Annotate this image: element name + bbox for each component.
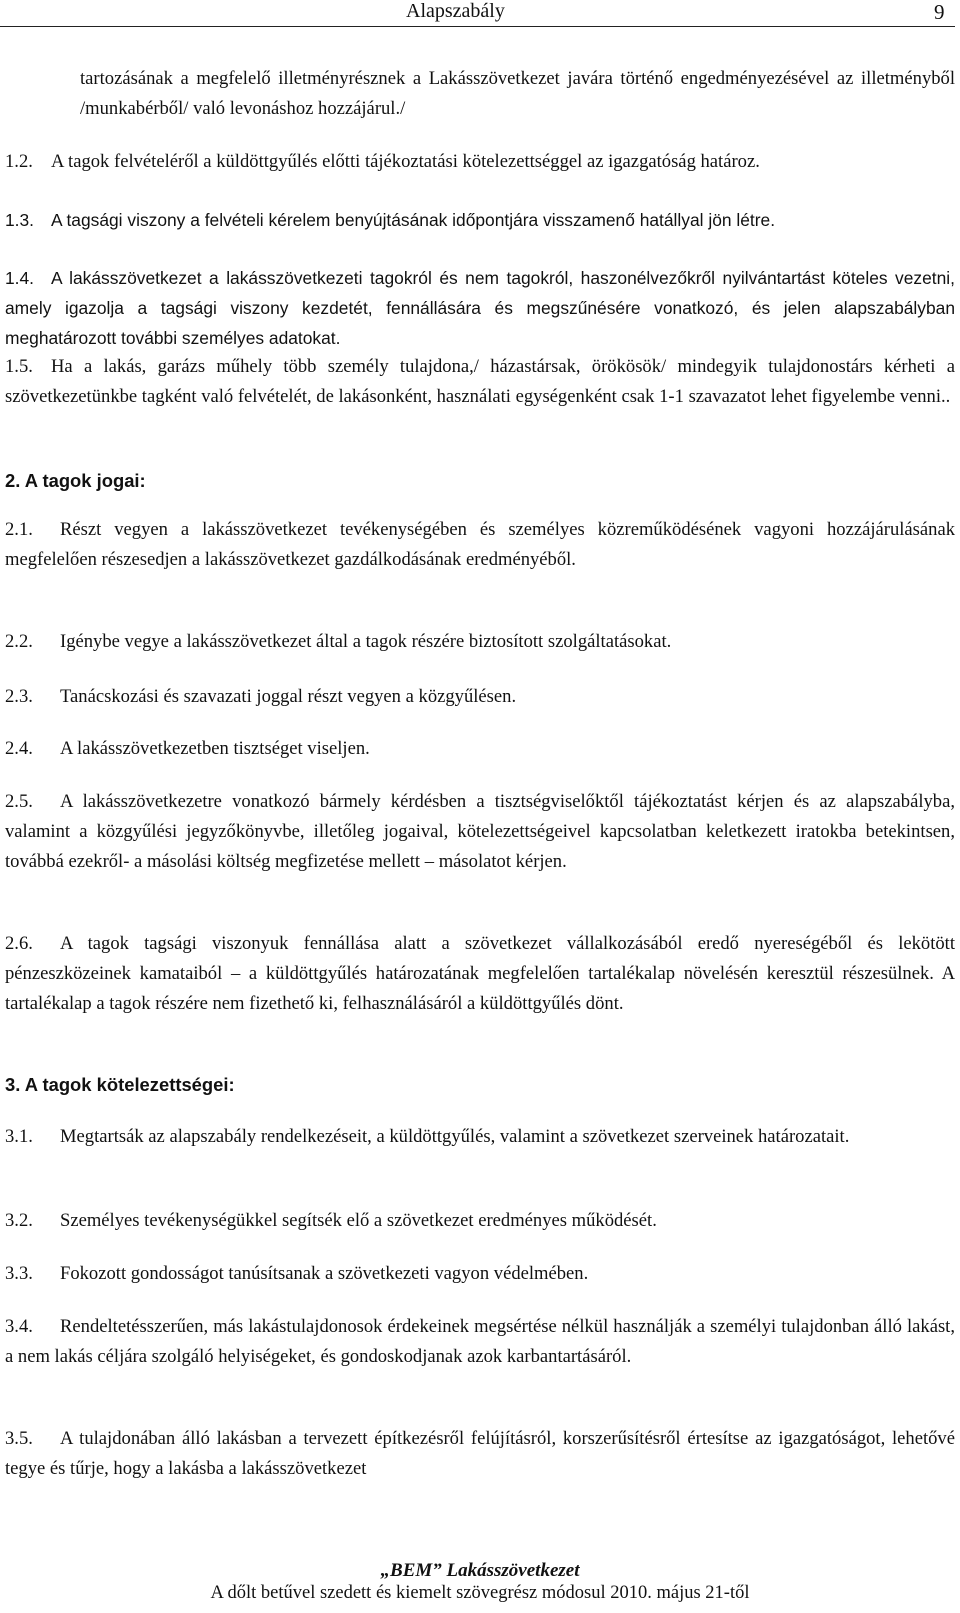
item-number: 2.1. <box>5 519 33 540</box>
item-number: 1.2. <box>5 151 33 172</box>
item-number: 3.1. <box>5 1126 33 1147</box>
paragraph-1-4 <box>5 263 955 353</box>
item-number: 2.5. <box>5 791 33 812</box>
item-number: 1.5. <box>5 356 33 377</box>
item-text: Személyes tevékenységükkel segítsék elő a szövetkezet eredményes működését. <box>60 1210 657 1231</box>
section-2-heading: 2. A tagok jogai: <box>5 470 146 491</box>
section-3-heading: 3. A tagok kötelezettségei: <box>5 1074 235 1095</box>
item-number: 3.3. <box>5 1263 33 1284</box>
item-number: 2.2. <box>5 631 33 652</box>
paragraph-2-4 <box>5 734 955 764</box>
paragraph-1-5 <box>5 352 955 412</box>
item-text: A lakásszövetkezetben tisztséget viseljen. <box>60 738 370 759</box>
paragraph-3-4 <box>5 1312 955 1372</box>
item-number: 2.3. <box>5 686 33 707</box>
item-text: Ha a lakás, garázs műhely több személy tulajdona,/ házastársak, örökösök/ mindegyik tulajdonostárs kérheti a szövetkezetünkbe tagként való felvételét, de lakásonként, használati egységenként csak 1-1 szavazatot lehet figyelembe venni.. <box>5 356 955 407</box>
item-text: Tanácskozási és szavazati joggal részt vegyen a közgyűlésen. <box>60 686 517 707</box>
item-number: 2.4. <box>5 738 33 759</box>
item-text: Fokozott gondosságot tanúsítsanak a szövetkezeti vagyon védelmében. <box>60 1263 589 1284</box>
item-number: 1.4. <box>5 268 35 288</box>
item-text: A tagok tagsági viszonyuk fennállása alatt a szövetkezet vállalkozásából eredő nyereségéből és lekötött pénzeszközeinek kamataiból – a küldöttgyűlés határozatának megfelelően tartalékalap növelésén keresztül részesülnek. A tartalékalap a tagok részére nem fizethető ki, felhasználásáról a küldöttgyűlés dönt. <box>5 933 955 1014</box>
item-text: A tulajdonában álló lakásban a tervezett építkezésről felújításról, korszerűsítésről értesítse az igazgatóságot, lehetővé tegye és tűrje, hogy a lakásba a lakásszövetkezet <box>5 1428 955 1479</box>
item-text: Igénybe vegye a lakásszövetkezet által a tagok részére biztosított szolgáltatásokat. <box>60 631 672 652</box>
paragraph-2-1 <box>5 515 955 575</box>
item-number: 3.4. <box>5 1316 33 1337</box>
item-number: 3.5. <box>5 1428 33 1449</box>
paragraph-2-6 <box>5 929 955 1019</box>
item-text: A lakásszövetkezet a lakásszövetkezeti tagokról és nem tagokról, haszonélvezőkről nyilvántartást köteles vezetni, amely igazolja a tagsági viszony kezdetét, fennállására és megszűnésére vonatkozó, és jelen alapszabályban meghatározott további személyes adatokat. <box>5 268 955 348</box>
item-text: A lakásszövetkezetre vonatkozó bármely kérdésben a tisztségviselőktől tájékoztatást kérjen és az alapszabályba, valamint a közgyűlési jegyzőkönyvbe, illetőleg jogaival, kötelezettségeivel kapcsolatban keletkezett iratokba betekintsen, továbbá ezekről- a másolási költség megfizetése mellett – másolatot kérjen. <box>5 791 955 872</box>
item-number: 1.3. <box>5 210 35 230</box>
intro-paragraph: tartozásának a megfelelő illetményrésznek a Lakásszövetkezet javára történő engedményezésével az illetményből /munkabérből/ való levonáshoz hozzájárul./ <box>80 68 955 119</box>
page-number: 9 <box>934 0 945 24</box>
page-header <box>0 0 955 27</box>
item-text: A tagok felvételéről a küldöttgyűlés előtti tájékoztatási kötelezettséggel az igazgatóság határoz. <box>51 151 760 172</box>
item-text: Megtartsák az alapszabály rendelkezéseit, a küldöttgyűlés, valamint a szövetkezet szerveinek határozatait. <box>60 1126 850 1147</box>
item-text: Részt vegyen a lakásszövetkezet tevékenységében és személyes közreműködésének vagyoni hozzájárulásának megfelelően részesedjen a lakásszövetkezet gazdálkodásának eredményéből. <box>5 519 955 570</box>
paragraph-3-1 <box>5 1122 955 1152</box>
header-title: Alapszabály <box>406 0 505 22</box>
paragraph-3-2 <box>5 1206 955 1236</box>
paragraph-1-3 <box>5 205 955 235</box>
paragraph-1-2 <box>5 147 955 177</box>
paragraph-2-5 <box>5 787 955 877</box>
item-number: 2.6. <box>5 933 33 954</box>
item-number: 3.2. <box>5 1210 33 1231</box>
paragraph-2-2 <box>5 627 955 657</box>
footer-note: A dőlt betűvel szedett és kiemelt szövegrész módosul 2010. május 21-től <box>210 1583 750 1603</box>
footer-title: „BEM” Lakásszövetkezet <box>380 1560 580 1581</box>
paragraph-2-3 <box>5 682 955 712</box>
paragraph-3-3 <box>5 1259 955 1289</box>
item-text: Rendeltetésszerűen, más lakástulajdonosok érdekeinek megsértése nélkül használják a személyi tulajdonban álló lakást, a nem lakás céljára szolgáló helyiségeket, és gondoskodjanak azok karbantartásáról. <box>5 1316 955 1367</box>
item-text: A tagsági viszony a felvételi kérelem benyújtásának időpontjára visszamenő hatállyal jön létre. <box>51 210 776 230</box>
paragraph-3-5 <box>5 1424 955 1484</box>
